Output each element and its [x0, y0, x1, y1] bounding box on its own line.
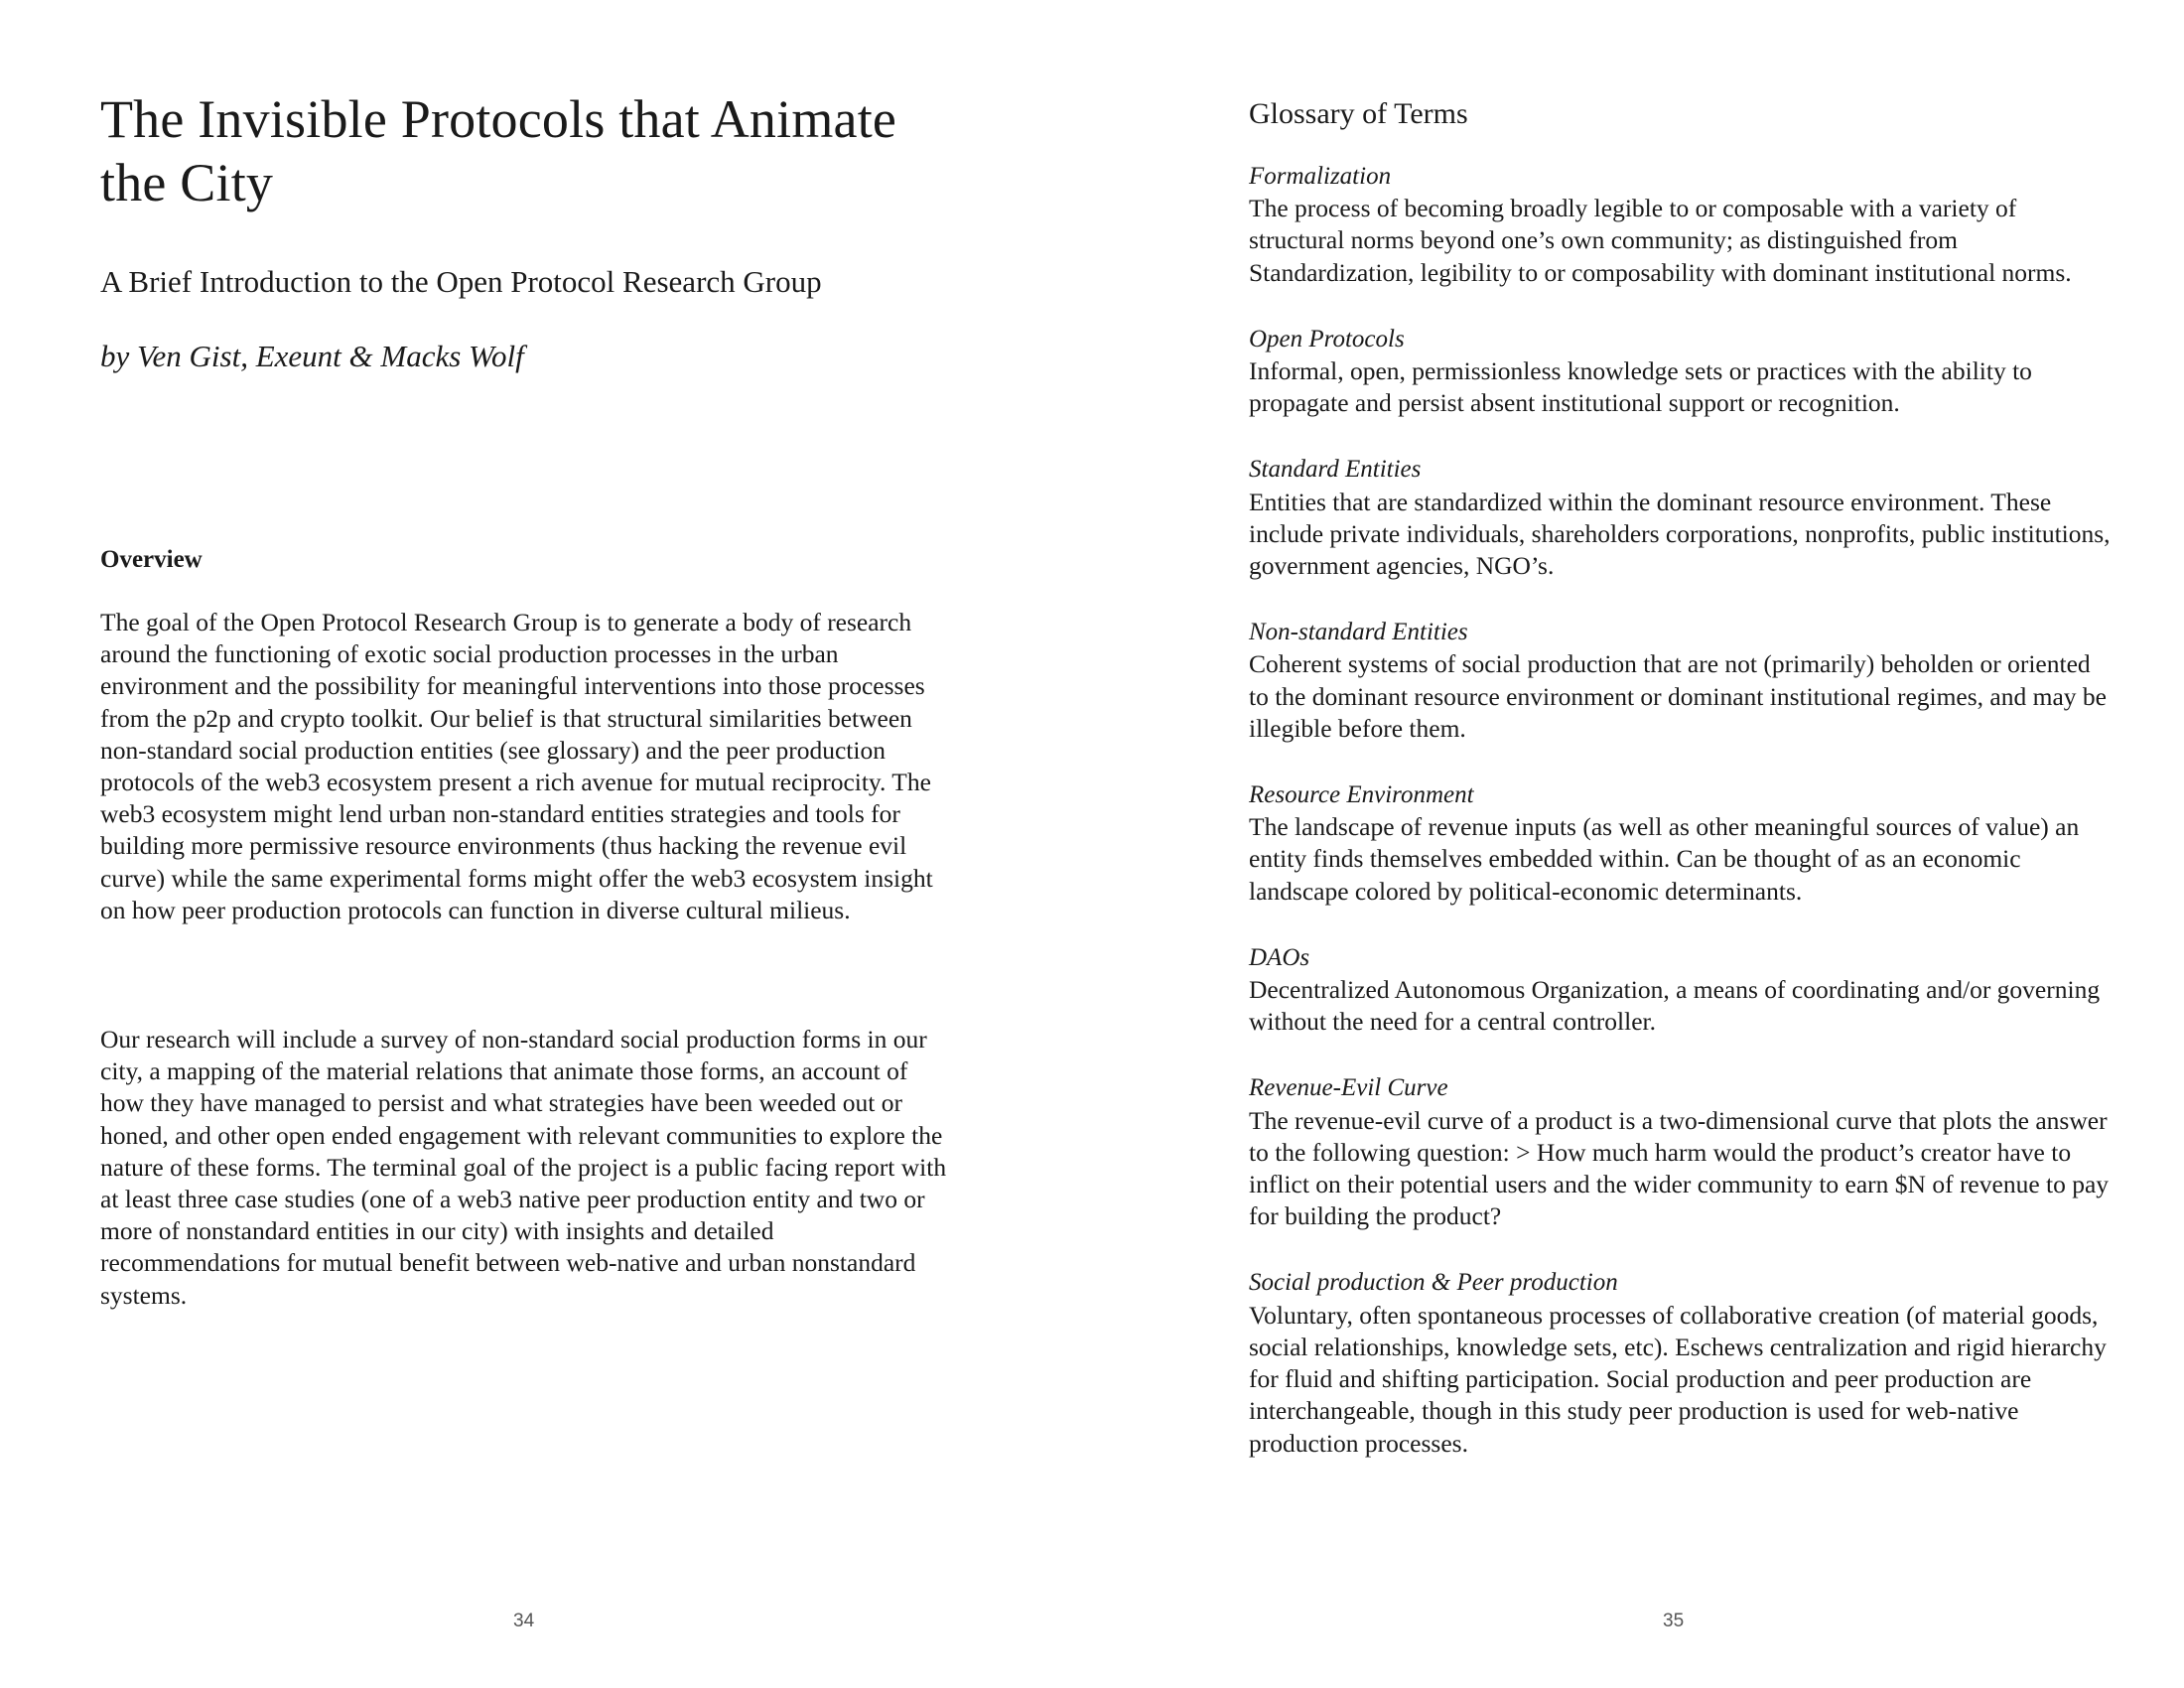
glossary-term: Revenue-Evil Curve: [1249, 1074, 1448, 1102]
glossary-entry: [1249, 779, 2113, 908]
glossary-definition: Entities that are standardized within the dominant resource environment. These include private individuals, shareholders corporations, nonprofits, public institutions, government agencies, NGO’s.: [1249, 487, 2111, 581]
glossary-definition: Informal, open, permissionless knowledge sets or practices with the ability to propagate and persist absent institutional support or recognition.: [1249, 356, 2032, 418]
glossary-entry: [1249, 942, 2113, 1039]
glossary-term: Non-standard Entities: [1249, 619, 1468, 646]
glossary-entry: [1249, 324, 2113, 420]
glossary-entry: [1249, 1072, 2113, 1232]
byline: by Ven Gist, Exeunt & Macks Wolf: [100, 339, 524, 373]
glossary-term: Formalization: [1249, 163, 1392, 190]
glossary-definition: Voluntary, often spontaneous processes of collaborative creation (of material goods, social relationships, knowledge sets, etc). Eschews centralization and rigid hierarchy for fluid and shifting participation. Social production and peer production are interchangeable, though in this study peer production is used for web-native production processes.: [1249, 1300, 2107, 1458]
glossary-term: Social production & Peer production: [1249, 1269, 1618, 1297]
glossary-entry: [1249, 454, 2113, 582]
glossary-entry: [1249, 161, 2113, 289]
overview-paragraph-2: Our research will include a survey of non-standard social production forms in our city, a mapping of the material relations that animate those forms, an account of how they have managed to persist and what strategies have been weeded out or honed, and other open ended engagement with relevant communities to explore the nature of these forms. The terminal goal of the project is a public facing report with at least three case studies (one of a web3 native peer production entity and two or more of nonstandard entities in our city) with insights and detailed recommendations for mutual benefit between web-native and urban nonstandard systems.: [100, 1025, 947, 1310]
overview-paragraph-1: The goal of the Open Protocol Research Group is to generate a body of research around the functioning of exotic social production processes in the urban environment and the possibility for meaningful interventions into those processes from the p2p and crypto toolkit. Our belief is that structural similarities between non-standard social production entities (see glossary) and the peer production protocols of the web3 ecosystem present a rich avenue for mutual reciprocity. The web3 ecosystem might lend urban non-standard entities strategies and tools for building more permissive resource environments (thus hacking the revenue evil curve) while the same experimental forms might offer the web3 ecosystem insight on how peer production protocols can function in diverse cultural milieus.: [100, 608, 933, 924]
glossary-term: Open Protocols: [1249, 325, 1405, 352]
page-title: The Invisible Protocols that Animate the City: [100, 89, 897, 212]
glossary-heading: Glossary of Terms: [1249, 97, 1468, 130]
glossary-list: [1249, 161, 2113, 1494]
right-page: [1092, 0, 2184, 1688]
page-number-left: 34: [513, 1611, 535, 1631]
glossary-term: Standard Entities: [1249, 456, 1422, 484]
glossary-definition: Coherent systems of social production that are not (primarily) beholden or oriented to the dominant resource environment or dominant institutional regimes, and may be illegible before them.: [1249, 649, 2107, 743]
overview-heading: Overview: [100, 546, 203, 573]
page-number-right: 35: [1663, 1611, 1685, 1631]
glossary-entry: [1249, 617, 2113, 745]
glossary-definition: The process of becoming broadly legible to or composable with a variety of structural norms beyond one’s own community; as distinguished from Standardization, legibility to or composability with dominant institutional norms.: [1249, 194, 2072, 287]
glossary-term: Resource Environment: [1249, 781, 1474, 809]
glossary-entry: [1249, 1267, 2113, 1459]
glossary-definition: The revenue-evil curve of a product is a two-dimensional curve that plots the answer to the following question: > How much harm would the product’s creator have to inflict on their potential users and the wider community to earn $N of revenue to pay for building the product?: [1249, 1105, 2110, 1231]
page-subtitle: A Brief Introduction to the Open Protocol Research Group: [100, 264, 822, 299]
glossary-term: DAOs: [1249, 943, 1310, 971]
glossary-definition: The landscape of revenue inputs (as well as other meaningful sources of value) an entity finds themselves embedded within. Can be thought of as an economic landscape colored by political-economic determinants.: [1249, 812, 2080, 906]
glossary-definition: Decentralized Autonomous Organization, a means of coordinating and/or governing without the need for a central controller.: [1249, 975, 2101, 1037]
